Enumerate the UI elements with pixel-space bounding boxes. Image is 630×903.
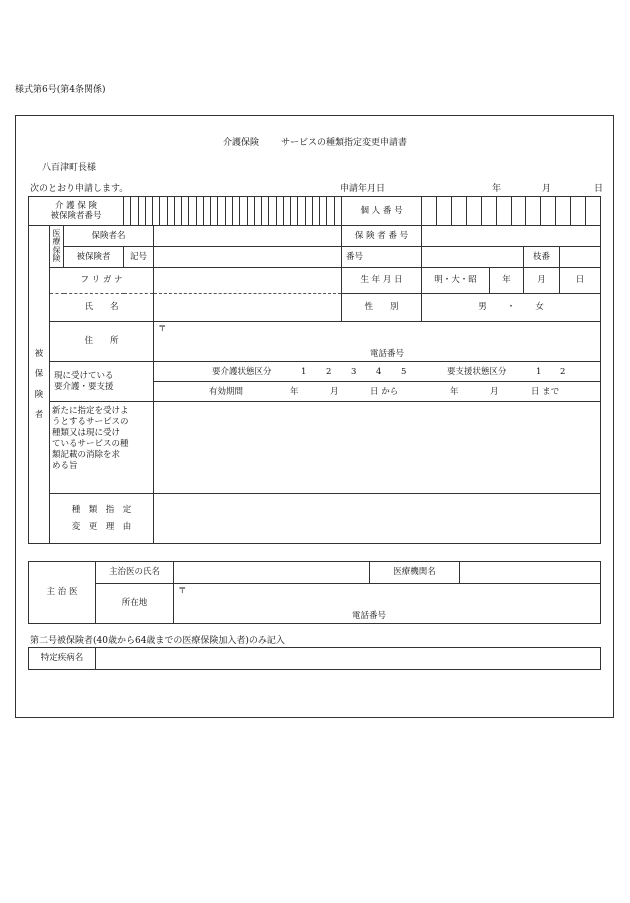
doctor-label: 主 治 医 (29, 562, 96, 624)
care-level-1[interactable]: 1 (301, 367, 307, 377)
request-line: 種類又は現に受け (52, 428, 121, 439)
era-label: 明・大・昭 (422, 268, 490, 294)
care-level-3[interactable]: 3 (351, 367, 357, 377)
support-level-1[interactable]: 1 (536, 367, 542, 377)
number-field[interactable] (422, 247, 524, 268)
institution-label: 医療機関名 (370, 562, 460, 584)
birth-day: 日 (560, 268, 601, 294)
symbol-field[interactable] (154, 247, 342, 268)
individual-number-boxes[interactable] (422, 197, 601, 226)
current-care-label (50, 362, 154, 402)
request-line: める旨 (52, 461, 78, 472)
reason-field[interactable] (154, 494, 601, 544)
form-label: 様式第6号(第4条関係) (15, 85, 106, 95)
location-field[interactable] (174, 584, 601, 624)
support-level-label: 要支援状態区分 (447, 367, 507, 377)
side-char: 者 (34, 409, 44, 420)
valid-to-day: 日 まで (531, 387, 560, 397)
side-char: 険 (34, 389, 44, 400)
insurer-name-field[interactable] (154, 226, 342, 247)
care-level-label: 要介護状態区分 (212, 367, 272, 377)
doctor-name-field[interactable] (174, 562, 370, 584)
gender-label: 性 別 (342, 294, 422, 322)
request-line: 新たに指定を受けよ (52, 406, 129, 416)
second-insured-note: 第二号被保険者(40歳から64歳までの医療保険加入者)のみ記入 (30, 636, 285, 646)
request-label (50, 402, 154, 494)
branch-number-label: 枝番 (524, 247, 560, 268)
address-field[interactable] (154, 322, 601, 362)
birth-month: 月 (524, 268, 560, 294)
insurer-number-label: 保 険 者 番 号 (342, 226, 422, 247)
institution-field[interactable] (460, 562, 601, 584)
doctor-table (28, 561, 601, 624)
request-field[interactable] (154, 402, 601, 494)
insurer-number-field[interactable] (422, 226, 601, 247)
location-postal-mark: 〒 (178, 586, 187, 596)
birth-year: 年 (490, 268, 524, 294)
valid-from-year: 年 (290, 387, 299, 397)
care-level-2[interactable]: 2 (326, 367, 332, 377)
care-level-4[interactable]: 4 (376, 367, 382, 377)
care-level-5[interactable]: 5 (401, 367, 407, 377)
request-line: 類記載の消除を求 (52, 450, 121, 461)
support-level-2[interactable]: 2 (560, 367, 566, 377)
request-line: ているサービスの種 (52, 439, 129, 450)
side-insured-label (29, 226, 50, 544)
branch-number-field[interactable] (560, 247, 601, 268)
birthdate-label: 生 年 月 日 (342, 268, 422, 294)
main-table (28, 196, 601, 544)
insured-number-label (29, 197, 124, 226)
form-title (0, 135, 630, 148)
number-label: 番号 (342, 247, 422, 268)
valid-to-month: 月 (490, 387, 499, 397)
valid-from-month: 月 (330, 387, 339, 397)
addressee: 八百津町長様 (42, 163, 97, 173)
care-levels-row (154, 362, 601, 382)
valid-to-year: 年 (450, 387, 459, 397)
insured-number-boxes[interactable] (124, 197, 342, 226)
date-month: 月 (542, 184, 552, 194)
side-char: 被 (34, 349, 44, 360)
disease-field[interactable] (96, 648, 601, 670)
medical-insurance-text: 医療保険 (52, 228, 61, 263)
location-phone-label: 電話番号 (352, 611, 387, 621)
date-year: 年 (492, 184, 502, 194)
address-label: 住 所 (50, 322, 154, 362)
intro-text: 次のとおり申請します。 (30, 184, 129, 194)
symbol-label: 記号 (124, 247, 154, 268)
side-char: 保 (34, 369, 44, 380)
date-label: 申請年月日 (340, 184, 386, 194)
request-line: うとするサービスの (52, 417, 129, 428)
individual-number-label: 個 人 番 号 (342, 197, 422, 226)
name-field[interactable] (154, 294, 342, 322)
date-day: 日 (594, 184, 604, 194)
address-phone-label: 電話番号 (370, 349, 405, 359)
furigana-field[interactable] (154, 268, 342, 294)
reason-label (50, 494, 154, 544)
insured-number-label-l2: 被保険者番号 (50, 211, 102, 221)
title-part2: サービスの種類指定変更申請書 (281, 138, 408, 148)
reason-label-l2: 変 更 理 由 (71, 521, 132, 532)
title-part1: 介護保険 (222, 138, 259, 148)
location-label: 所在地 (96, 584, 174, 624)
doctor-name-label: 主治医の氏名 (96, 562, 174, 584)
valid-period-label: 有効期間 (209, 387, 244, 397)
insured-person-label: 被保険者 (64, 247, 124, 268)
current-care-l1: 現に受けている (54, 371, 114, 382)
application-date (340, 181, 602, 194)
name-label: 氏 名 (50, 294, 154, 322)
current-care-l2: 要介護・要支援 (54, 381, 114, 392)
furigana-label: フ リ ガ ナ (50, 268, 154, 294)
insurer-name-label: 保険者名 (64, 226, 154, 247)
valid-from-day: 日 から (370, 387, 399, 397)
postal-mark: 〒 (158, 324, 167, 334)
insured-number-label-l1: 介 護 保 険 (54, 200, 98, 211)
gender-female[interactable]: 女 (535, 302, 544, 313)
gender-dot: ・ (506, 302, 516, 313)
disease-table (28, 647, 601, 670)
reason-label-l1: 種 類 指 定 (71, 505, 132, 516)
valid-period-row (154, 382, 601, 402)
gender-options[interactable] (422, 294, 601, 322)
disease-label: 特定疾病名 (29, 648, 96, 670)
gender-male[interactable]: 男 (478, 302, 487, 313)
medical-insurance-label (50, 226, 64, 268)
